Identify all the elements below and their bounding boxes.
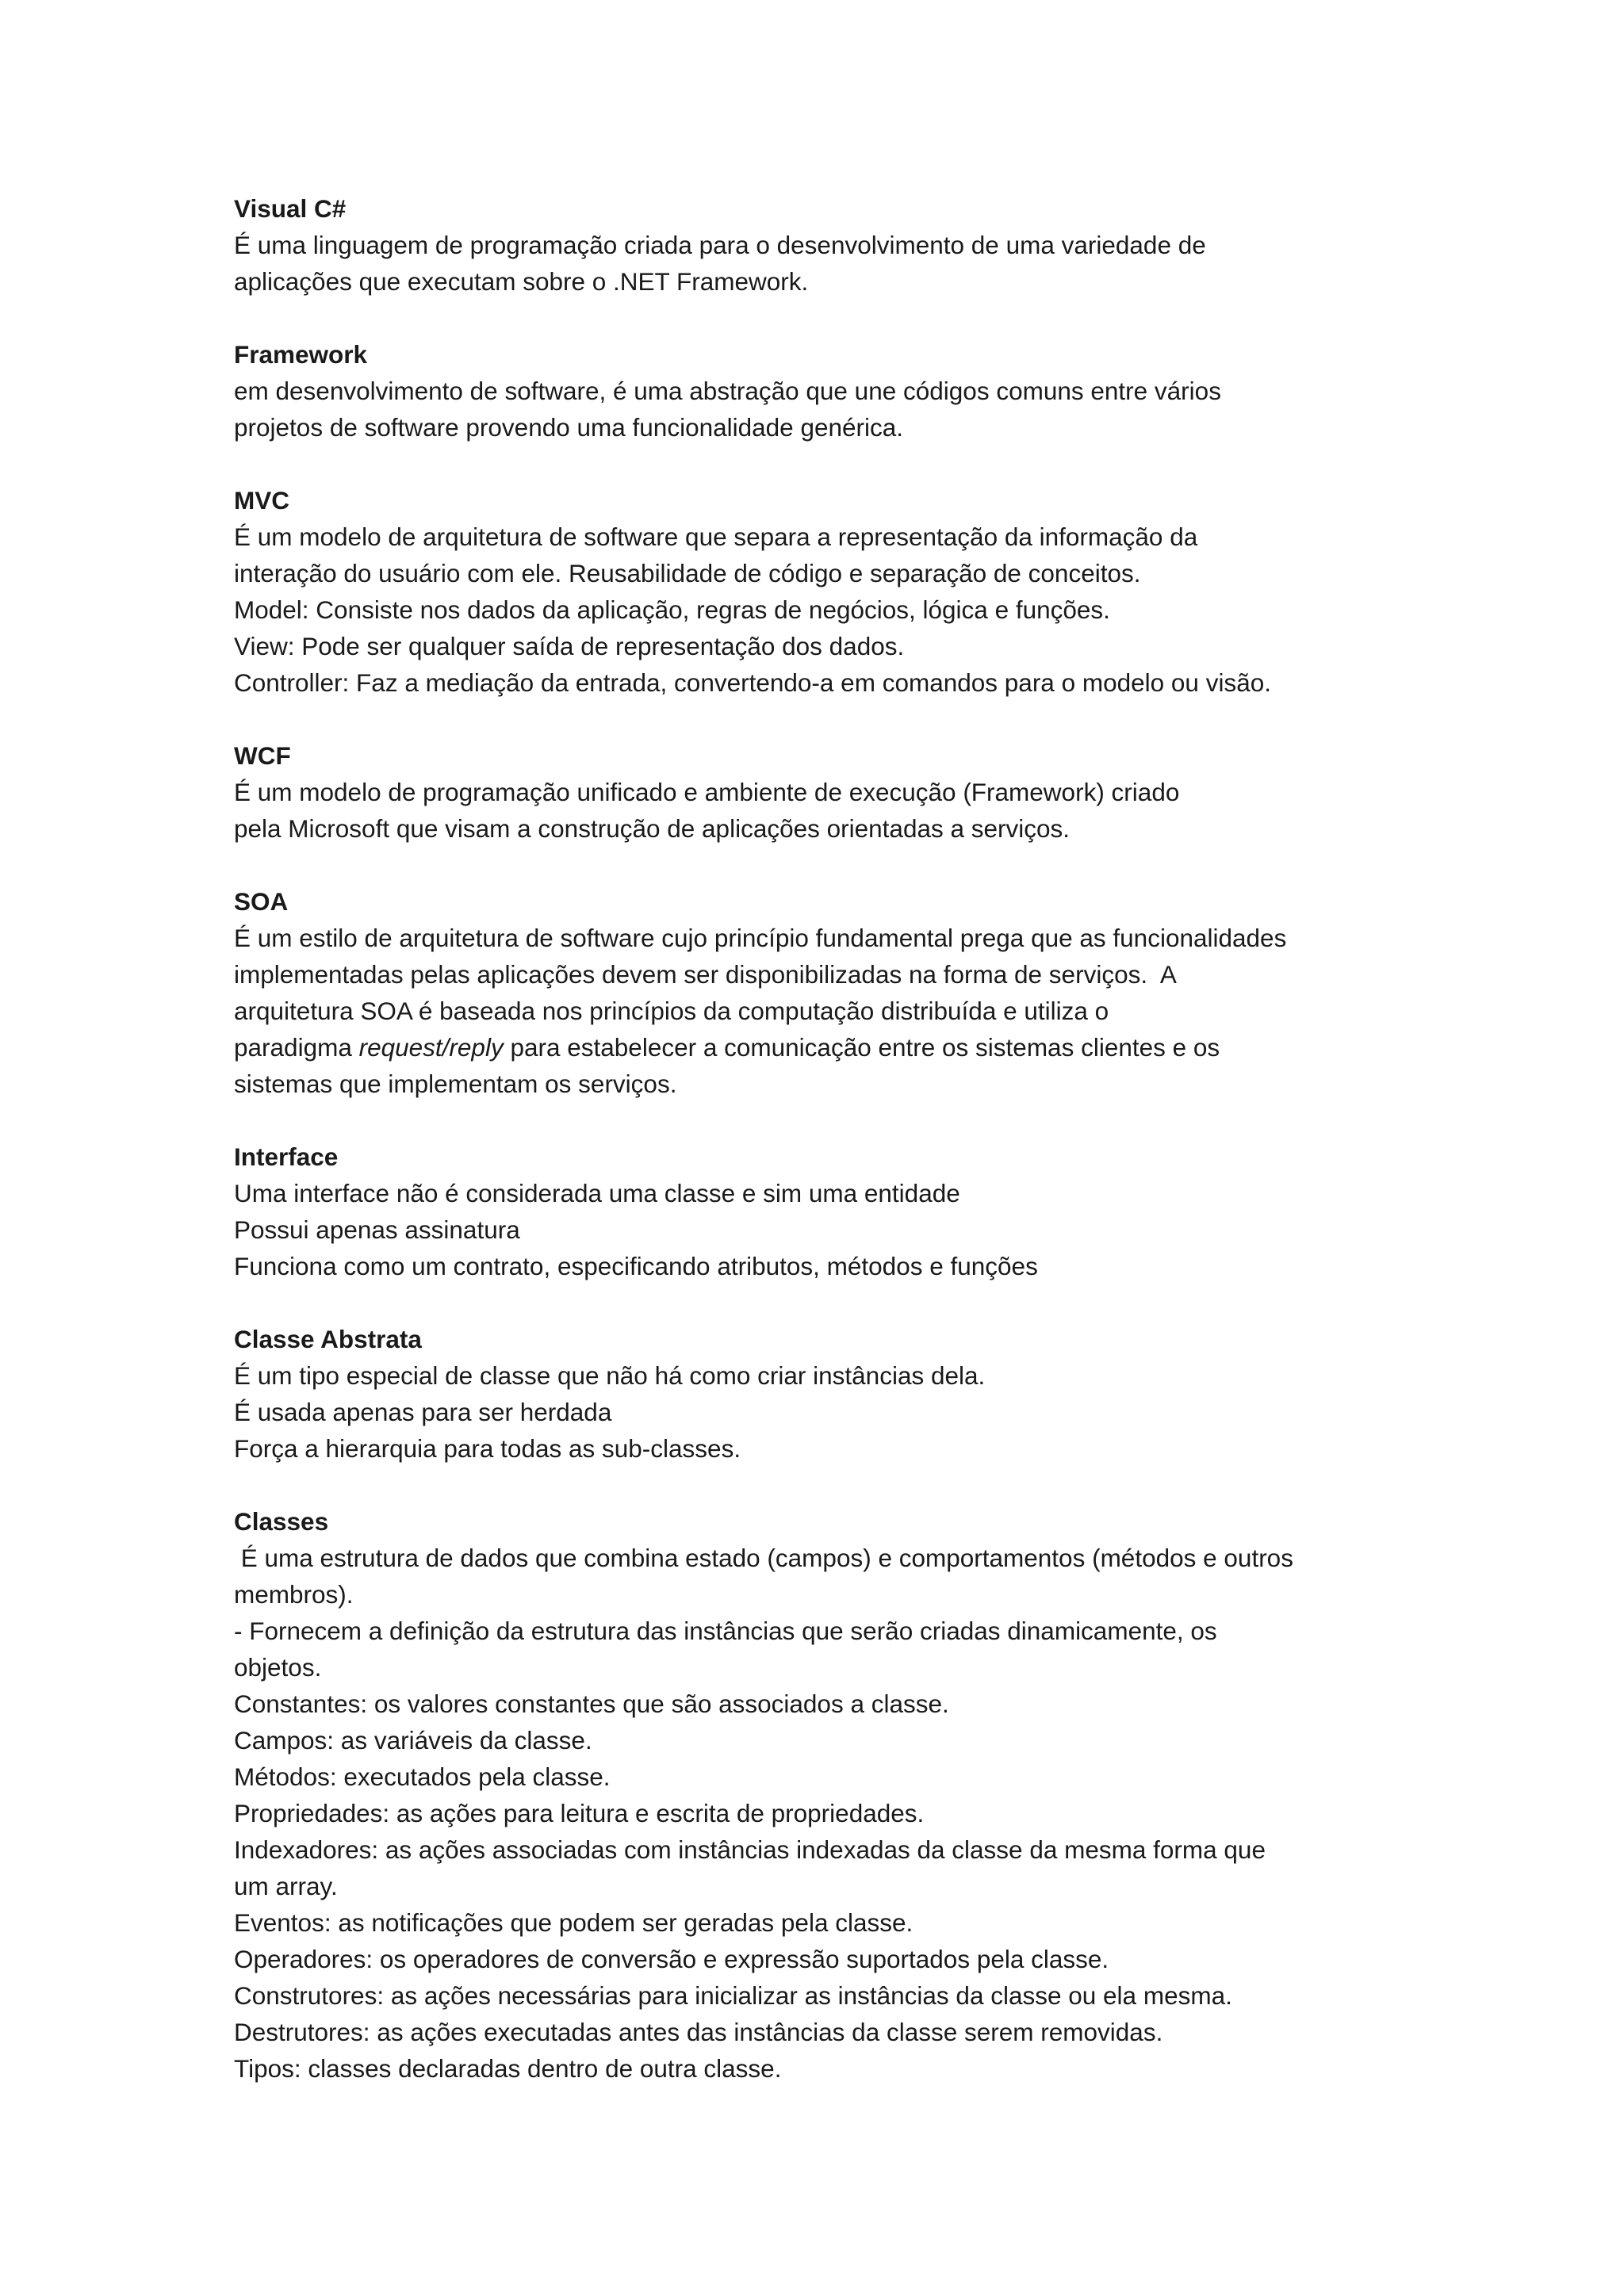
paragraph-line: projetos de software provendo uma funcionalidade genérica. <box>234 413 904 442</box>
paragraph-line: É um estilo de arquitetura de software cujo princípio fundamental prega que as funcionalidades <box>234 924 1287 952</box>
paragraph-line: Constantes: os valores constantes que são associados a classe. <box>234 1689 949 1718</box>
paragraph-line: É uma estrutura de dados que combina estado (campos) e comportamentos (métodos e outros <box>234 1544 1293 1572</box>
section-heading: Interface <box>234 1142 339 1171</box>
paragraph-line: Propriedades: as ações para leitura e escrita de propriedades. <box>234 1799 925 1827</box>
section-heading: SOA <box>234 887 289 916</box>
section-heading: Classe Abstrata <box>234 1325 422 1353</box>
paragraph-line: Possui apenas assinatura <box>234 1215 520 1244</box>
paragraph-line: implementadas pelas aplicações devem ser disponibilizadas na forma de serviços. A <box>234 960 1177 989</box>
paragraph-line: Destrutores: as ações executadas antes das instâncias da classe serem removidas. <box>234 2018 1163 2046</box>
document-body <box>234 190 1408 2123</box>
paragraph-line: - Fornecem a definição da estrutura das instâncias que serão criadas dinamicamente, os <box>234 1617 1217 1645</box>
section-classe-abstrata <box>234 1321 1408 1467</box>
paragraph-line: Campos: as variáveis da classe. <box>234 1726 592 1755</box>
paragraph-line: membros). <box>234 1580 354 1609</box>
paragraph-line: É usada apenas para ser herdada <box>234 1398 612 1426</box>
paragraph-line: Operadores: os operadores de conversão e expressão suportados pela classe. <box>234 1945 1109 1973</box>
paragraph-line: pela Microsoft que visam a construção de aplicações orientadas a serviços. <box>234 814 1071 843</box>
section-heading: Visual C# <box>234 194 347 223</box>
paragraph-line: aplicações que executam sobre o .NET Framework. <box>234 267 809 296</box>
section-classes <box>234 1503 1408 2087</box>
section-wcf <box>234 737 1408 847</box>
paragraph-line: Model: Consiste nos dados da aplicação, regras de negócios, lógica e funções. <box>234 595 1110 624</box>
paragraph-line: Força a hierarquia para todas as sub-classes. <box>234 1434 741 1463</box>
paragraph-line: Eventos: as notificações que podem ser geradas pela classe. <box>234 1908 914 1937</box>
paragraph-line: Controller: Faz a mediação da entrada, convertendo-a em comandos para o modelo ou visão. <box>234 668 1271 697</box>
paragraph-line: Uma interface não é considerada uma classe e sim uma entidade <box>234 1179 960 1207</box>
paragraph-line: View: Pode ser qualquer saída de representação dos dados. <box>234 632 905 660</box>
paragraph-line: Funciona como um contrato, especificando atributos, métodos e funções <box>234 1252 1038 1280</box>
section-visual-csharp <box>234 190 1408 300</box>
section-soa <box>234 883 1408 1102</box>
section-heading: Classes <box>234 1507 329 1536</box>
section-interface <box>234 1138 1408 1284</box>
paragraph-line: Tipos: classes declaradas dentro de outra classe. <box>234 2054 782 2083</box>
paragraph-line: É um modelo de programação unificado e ambiente de execução (Framework) criado <box>234 778 1180 806</box>
paragraph-line: arquitetura SOA é baseada nos princípios da computação distribuída e utiliza o <box>234 997 1109 1025</box>
paragraph-line: um array. <box>234 1872 338 1900</box>
paradigm-text-before: paradigma <box>234 1033 359 1062</box>
paragraph-line: Indexadores: as ações associadas com instâncias indexadas da classe da mesma forma que <box>234 1835 1266 1864</box>
paragraph-line: Construtores: as ações necessárias para inicializar as instâncias da classe ou ela mesma. <box>234 1981 1232 2010</box>
paradigm-text-after: para estabelecer a comunicação entre os sistemas clientes e os <box>503 1033 1220 1062</box>
paragraph-line: É um tipo especial de classe que não há como criar instâncias dela. <box>234 1361 986 1390</box>
paragraph-line: É uma linguagem de programação criada para o desenvolvimento de uma variedade de <box>234 231 1206 259</box>
paragraph-line: Métodos: executados pela classe. <box>234 1762 611 1791</box>
paragraph-line: É um modelo de arquitetura de software que separa a representação da informação da <box>234 522 1198 551</box>
section-heading: MVC <box>234 486 289 515</box>
paragraph-line-paradigm <box>234 1029 1408 1066</box>
paradigm-text-italic: request/reply <box>358 1033 504 1062</box>
paragraph-line: objetos. <box>234 1653 322 1682</box>
paragraph-line: em desenvolvimento de software, é uma abstração que une códigos comuns entre vários <box>234 377 1221 405</box>
paragraph-line: interação do usuário com ele. Reusabilidade de código e separação de conceitos. <box>234 559 1141 587</box>
section-heading: WCF <box>234 741 291 770</box>
section-heading: Framework <box>234 340 368 369</box>
paragraph-line: sistemas que implementam os serviços. <box>234 1070 677 1098</box>
section-mvc <box>234 482 1408 701</box>
section-framework <box>234 336 1408 446</box>
